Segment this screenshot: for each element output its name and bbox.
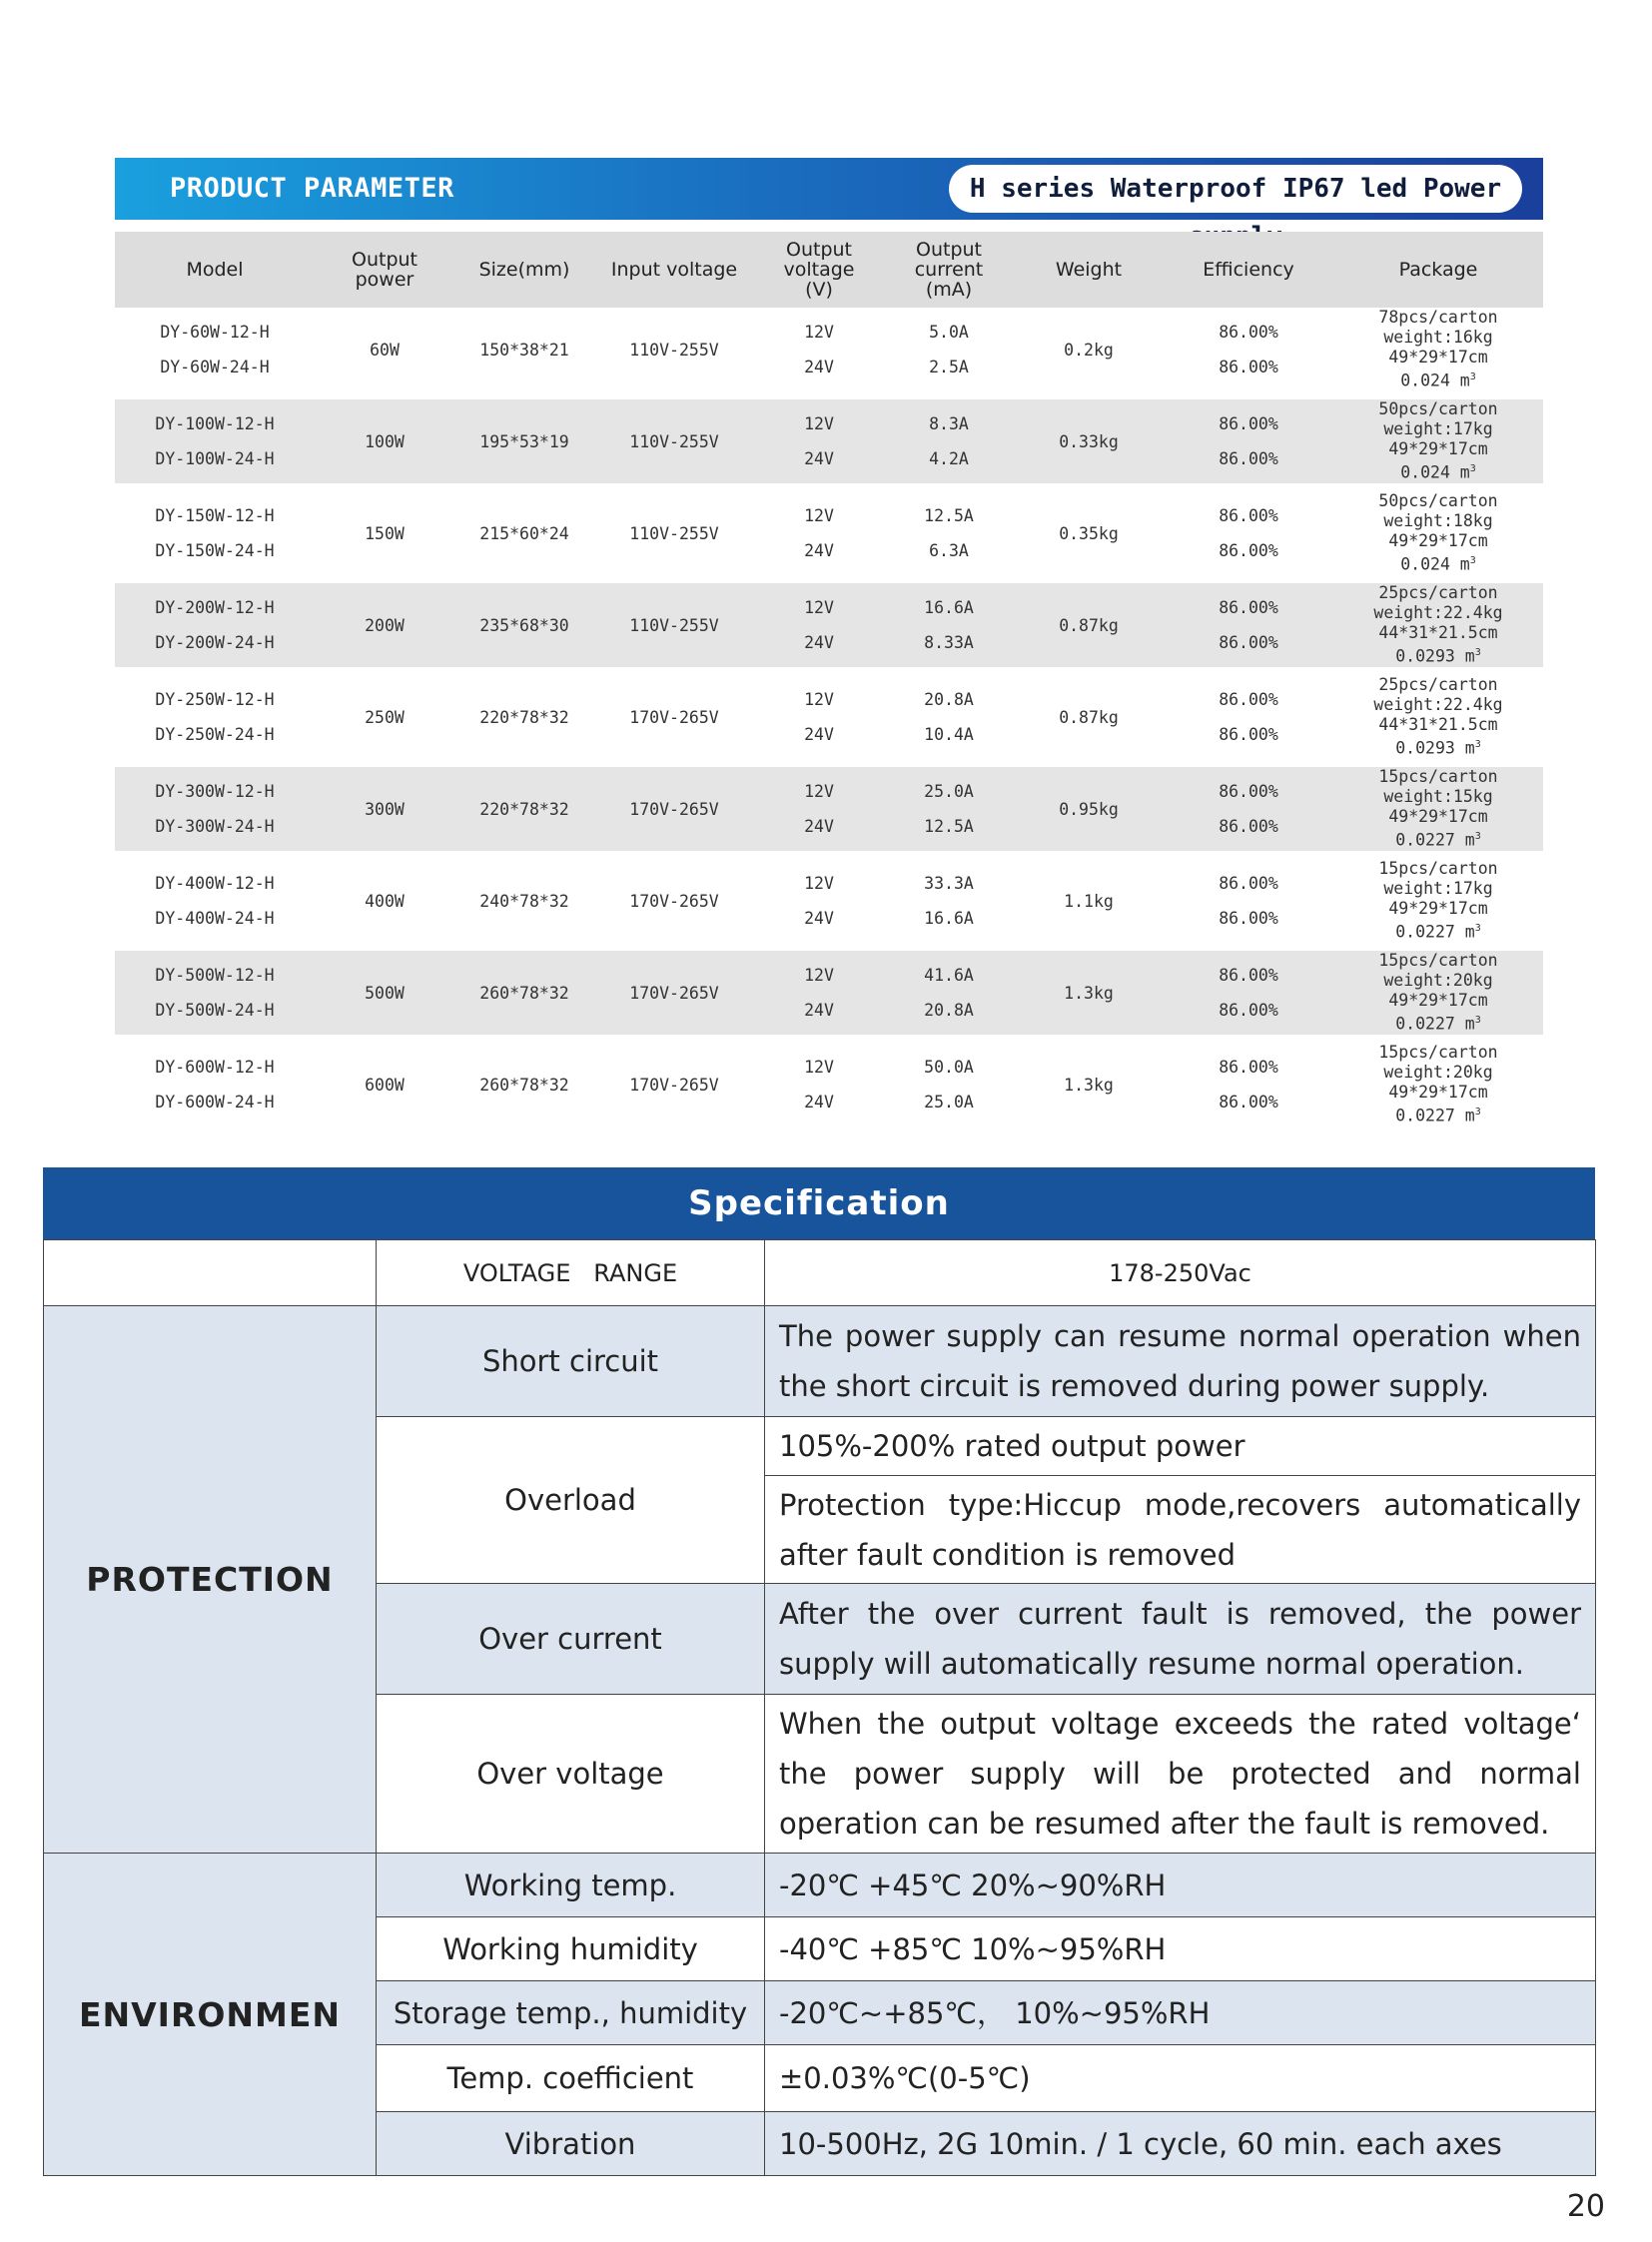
output-current: 8.3A (929, 414, 969, 433)
model-name: DY-150W-12-H (155, 506, 275, 525)
header-efficiency: Efficiency (1164, 232, 1333, 308)
size-mm: 240*78*32 (479, 891, 569, 911)
package-line: 0.0227 $m^3$ (1395, 1014, 1481, 1034)
output-current: 16.6A (924, 909, 974, 928)
input-voltage: 110V-255V (629, 340, 719, 360)
efficiency: 86.00% (1219, 541, 1278, 560)
model-name: DY-100W-12-H (155, 414, 275, 433)
product-row (115, 675, 1543, 759)
header-output-power: Output power (315, 232, 454, 308)
output-voltage: 24V (804, 449, 834, 468)
output-voltage: 12V (804, 598, 834, 617)
weight: 0.33kg (1014, 399, 1164, 483)
output-current: 2.5A (929, 358, 969, 376)
size-mm: 215*60*24 (479, 523, 569, 543)
efficiency: 86.00% (1219, 1093, 1278, 1112)
output-voltage: 12V (804, 874, 834, 893)
efficiency: 86.00% (1219, 1001, 1278, 1020)
input-voltage: 170V-265V (629, 707, 719, 727)
banner-title: PRODUCT PARAMETER (170, 173, 454, 204)
package-line: 44*31*21.5cm (1378, 715, 1498, 735)
efficiency: 86.00% (1219, 506, 1278, 525)
efficiency: 86.00% (1219, 449, 1278, 468)
product-parameter-banner (115, 158, 1543, 220)
efficiency-cell (1164, 675, 1333, 759)
model-name-cell (115, 308, 315, 391)
header-output-current: Output current (mA) (884, 232, 1014, 308)
package-cell (1333, 675, 1543, 759)
model-name-cell (115, 951, 315, 1035)
output-voltage: 24V (804, 1001, 834, 1020)
output-voltage: 24V (804, 1093, 834, 1112)
input-voltage: 110V-255V (594, 583, 754, 667)
output-voltage: 12V (804, 690, 834, 709)
cubic-superscript: 3 (1474, 1015, 1481, 1027)
cubic-superscript: 3 (1469, 555, 1476, 567)
input-voltage: 170V-265V (594, 767, 754, 851)
output-voltage-cell (754, 1043, 884, 1126)
package-cell (1333, 951, 1543, 1035)
efficiency-cell (1164, 491, 1333, 575)
package-line: 49*29*17cm (1388, 807, 1488, 827)
row-separator (115, 851, 1543, 859)
output-voltage-cell (754, 491, 884, 575)
output-current: 50.0A (924, 1058, 974, 1077)
short-circuit-label: Short circuit (377, 1306, 765, 1417)
package-line: 0.024 $m^3$ (1400, 371, 1476, 390)
output-current: 10.4A (924, 725, 974, 744)
output-current: 20.8A (924, 690, 974, 709)
product-table-body (115, 308, 1543, 1126)
output-current: 33.3A (924, 874, 974, 893)
model-name: DY-300W-24-H (155, 817, 275, 836)
output-power: 500W (315, 951, 454, 1035)
specification-table (43, 1239, 1596, 2176)
output-current-cell (884, 951, 1014, 1035)
package-line: 50pcs/carton (1378, 399, 1498, 419)
model-name: DY-60W-12-H (160, 323, 270, 342)
header-package: Package (1333, 232, 1543, 308)
header-model: Model (115, 232, 315, 308)
weight: 1.1kg (1064, 891, 1114, 911)
model-name: DY-500W-12-H (155, 966, 275, 985)
package-line: weight:15kg (1383, 787, 1493, 807)
output-power: 300W (315, 767, 454, 851)
output-power: 600W (365, 1075, 405, 1095)
input-voltage: 110V-255V (629, 523, 719, 543)
over-voltage-value: When the output voltage exceeds the rated voltage‘ the power supply will be protected and normal operation can be resumed after the fault is removed. (765, 1695, 1596, 1854)
output-voltage-cell (754, 399, 884, 483)
output-power: 250W (365, 707, 405, 727)
model-name: DY-600W-24-H (155, 1093, 275, 1112)
weight: 0.2kg (1064, 340, 1114, 360)
package-line: weight:18kg (1383, 511, 1493, 531)
package-line: 15pcs/carton (1378, 767, 1498, 787)
model-name: DY-200W-12-H (155, 598, 275, 617)
temp-coefficient-value: ±0.03%℃(0-5℃) (765, 2045, 1596, 2112)
package-line: 25pcs/carton (1378, 583, 1498, 603)
package-cell (1333, 859, 1543, 943)
model-name-cell (115, 1043, 315, 1126)
package-line: 0.0227 $m^3$ (1395, 830, 1481, 850)
package-line: 15pcs/carton (1378, 951, 1498, 971)
package-line: 0.0227 $m^3$ (1395, 922, 1481, 942)
efficiency: 86.00% (1219, 633, 1278, 652)
output-current: 8.33A (924, 633, 974, 652)
header-input-voltage: Input voltage (594, 232, 754, 308)
output-current-cell (884, 583, 1014, 667)
voltage-range-empty-cell (44, 1240, 377, 1306)
input-voltage: 170V-265V (629, 1075, 719, 1095)
output-current: 20.8A (924, 1001, 974, 1020)
model-name-cell (115, 675, 315, 759)
output-voltage-cell (754, 859, 884, 943)
output-current: 12.5A (924, 506, 974, 525)
product-row (115, 767, 1543, 851)
efficiency: 86.00% (1219, 782, 1278, 801)
size-mm: 220*78*32 (479, 707, 569, 727)
output-current: 16.6A (924, 598, 974, 617)
efficiency: 86.00% (1219, 1058, 1278, 1077)
product-row (115, 308, 1543, 391)
output-current-cell (884, 399, 1014, 483)
output-voltage: 24V (804, 541, 834, 560)
working-temp-label: Working temp. (377, 1854, 765, 1917)
voltage-range-row (44, 1240, 1596, 1306)
protection-label: PROTECTION (44, 1306, 377, 1854)
package-line: 49*29*17cm (1388, 439, 1488, 459)
output-current: 25.0A (924, 1093, 974, 1112)
model-name: DY-200W-24-H (155, 633, 275, 652)
package-line: 0.0227 $m^3$ (1395, 1106, 1481, 1125)
output-voltage: 24V (804, 633, 834, 652)
package-line: weight:17kg (1383, 879, 1493, 899)
overload-value-2: Protection type:Hiccup mode,recovers automatically after fault condition is removed (765, 1476, 1596, 1584)
output-voltage-cell (754, 583, 884, 667)
input-voltage: 170V-265V (629, 891, 719, 911)
efficiency: 86.00% (1219, 874, 1278, 893)
efficiency-cell (1164, 767, 1333, 851)
product-row (115, 491, 1543, 575)
size-mm: 235*68*30 (454, 583, 594, 667)
product-table-header (115, 232, 1543, 308)
working-humidity-value: -40℃ +85℃ 10%~95%RH (765, 1917, 1596, 1981)
cubic-superscript: 3 (1474, 739, 1481, 751)
output-power: 400W (365, 891, 405, 911)
package-line: 49*29*17cm (1388, 899, 1488, 919)
storage-temp-label: Storage temp., humidity (377, 1981, 765, 2045)
model-name: DY-400W-12-H (155, 874, 275, 893)
output-voltage-cell (754, 767, 884, 851)
header-output-voltage: Output voltage (V) (754, 232, 884, 308)
package-line: 49*29*17cm (1388, 1083, 1488, 1103)
efficiency: 86.00% (1219, 690, 1278, 709)
model-name-cell (115, 583, 315, 667)
over-current-value: After the over current fault is removed, the power supply will automatically resume normal operation. (765, 1584, 1596, 1695)
output-voltage: 12V (804, 1058, 834, 1077)
model-name: DY-150W-24-H (155, 541, 275, 560)
output-current: 41.6A (924, 966, 974, 985)
size-mm: 260*78*32 (454, 951, 594, 1035)
cubic-superscript: 3 (1469, 463, 1476, 475)
output-voltage-cell (754, 675, 884, 759)
output-voltage: 24V (804, 358, 834, 376)
working-humidity-label: Working humidity (377, 1917, 765, 1981)
weight: 1.3kg (1064, 1075, 1114, 1095)
package-line: 78pcs/carton (1378, 308, 1498, 328)
header-weight: Weight (1014, 232, 1164, 308)
output-current-cell (884, 1043, 1014, 1126)
over-voltage-label: Over voltage (377, 1695, 765, 1854)
efficiency: 86.00% (1219, 725, 1278, 744)
output-current: 5.0A (929, 323, 969, 342)
output-voltage-cell (754, 308, 884, 391)
output-voltage: 12V (804, 414, 834, 433)
package-cell (1333, 1043, 1543, 1126)
package-cell (1333, 583, 1543, 667)
product-row (115, 583, 1543, 667)
product-row (115, 859, 1543, 943)
row-separator (115, 1035, 1543, 1043)
output-voltage: 24V (804, 817, 834, 836)
efficiency-cell (1164, 1043, 1333, 1126)
output-current: 25.0A (924, 782, 974, 801)
output-voltage: 24V (804, 725, 834, 744)
package-line: weight:22.4kg (1373, 695, 1503, 715)
output-power: 150W (365, 523, 405, 543)
size-mm: 220*78*32 (454, 767, 594, 851)
package-line: 49*29*17cm (1388, 991, 1488, 1011)
model-name-cell (115, 399, 315, 483)
voltage-range-value: 178-250Vac (765, 1240, 1596, 1306)
vibration-value: 10-500Hz, 2G 10min. / 1 cycle, 60 min. each axes (765, 2112, 1596, 2176)
weight: 0.87kg (1014, 583, 1164, 667)
model-name: DY-300W-12-H (155, 782, 275, 801)
vibration-label: Vibration (377, 2112, 765, 2176)
model-name: DY-500W-24-H (155, 1001, 275, 1020)
package-cell (1333, 491, 1543, 575)
product-row (115, 399, 1543, 483)
row-separator (115, 575, 1543, 583)
row-separator (115, 667, 1543, 675)
size-mm: 150*38*21 (479, 340, 569, 360)
efficiency: 86.00% (1219, 358, 1278, 376)
output-voltage: 12V (804, 782, 834, 801)
model-name: DY-250W-12-H (155, 690, 275, 709)
package-line: weight:20kg (1383, 971, 1493, 991)
short-circuit-value: The power supply can resume normal operation when the short circuit is removed during power supply. (765, 1306, 1596, 1417)
package-line: 15pcs/carton (1378, 1043, 1498, 1063)
weight: 1.3kg (1014, 951, 1164, 1035)
efficiency: 86.00% (1219, 909, 1278, 928)
package-cell (1333, 308, 1543, 391)
output-power: 200W (315, 583, 454, 667)
cubic-superscript: 3 (1474, 1107, 1481, 1119)
efficiency: 86.00% (1219, 966, 1278, 985)
efficiency-cell (1164, 399, 1333, 483)
product-parameter-table (115, 232, 1543, 1126)
package-line: 49*29*17cm (1388, 531, 1488, 551)
header-size: Size(mm) (454, 232, 594, 308)
row-separator (115, 759, 1543, 767)
input-voltage: 110V-255V (594, 399, 754, 483)
model-name-cell (115, 859, 315, 943)
overload-label: Overload (377, 1417, 765, 1584)
voltage-range-label: VOLTAGE RANGE (377, 1240, 765, 1306)
package-line: 49*29*17cm (1388, 348, 1488, 368)
row-separator (115, 483, 1543, 491)
cubic-superscript: 3 (1474, 923, 1481, 935)
row-separator (115, 391, 1543, 399)
overload-value-1: 105%-200% rated output power (765, 1417, 1596, 1476)
environment-label: ENVIRONMEN (44, 1854, 377, 2176)
banner-series-title: H series Waterproof IP67 led Power (949, 165, 1522, 213)
row-separator (115, 943, 1543, 951)
input-voltage: 170V-265V (594, 951, 754, 1035)
model-name-cell (115, 491, 315, 575)
package-line: weight:22.4kg (1373, 603, 1503, 623)
output-power: 100W (315, 399, 454, 483)
short-circuit-row (44, 1306, 1596, 1417)
over-current-label: Over current (377, 1584, 765, 1695)
model-name: DY-100W-24-H (155, 449, 275, 468)
model-name: DY-250W-24-H (155, 725, 275, 744)
size-mm: 195*53*19 (454, 399, 594, 483)
cubic-superscript: 3 (1469, 372, 1476, 383)
model-name-cell (115, 767, 315, 851)
efficiency-cell (1164, 859, 1333, 943)
page-number: 20 (1566, 2189, 1605, 2224)
package-line: 0.024 $m^3$ (1400, 462, 1476, 482)
model-name: DY-600W-12-H (155, 1058, 275, 1077)
package-line: 0.0293 $m^3$ (1395, 646, 1481, 666)
model-name: DY-400W-24-H (155, 909, 275, 928)
output-voltage: 12V (804, 966, 834, 985)
temp-coefficient-label: Temp. coefficient (377, 2045, 765, 2112)
cubic-superscript: 3 (1474, 647, 1481, 659)
efficiency: 86.00% (1219, 598, 1278, 617)
package-cell (1333, 767, 1543, 851)
package-line: 25pcs/carton (1378, 675, 1498, 695)
output-voltage: 12V (804, 506, 834, 525)
efficiency-cell (1164, 951, 1333, 1035)
output-current: 6.3A (929, 541, 969, 560)
output-power: 60W (370, 340, 400, 360)
efficiency: 86.00% (1219, 414, 1278, 433)
output-current: 12.5A (924, 817, 974, 836)
weight: 0.87kg (1059, 707, 1119, 727)
output-voltage: 24V (804, 909, 834, 928)
product-row (115, 951, 1543, 1035)
output-current: 4.2A (929, 449, 969, 468)
package-line: weight:17kg (1383, 419, 1493, 439)
package-line: 0.0293 $m^3$ (1395, 738, 1481, 758)
output-current-cell (884, 491, 1014, 575)
package-line: 50pcs/carton (1378, 491, 1498, 511)
efficiency: 86.00% (1219, 323, 1278, 342)
package-cell (1333, 399, 1543, 483)
package-line: 15pcs/carton (1378, 859, 1498, 879)
efficiency-cell (1164, 583, 1333, 667)
size-mm: 260*78*32 (479, 1075, 569, 1095)
package-line: weight:16kg (1383, 328, 1493, 348)
specification-title: Specification (43, 1167, 1595, 1239)
output-current-cell (884, 859, 1014, 943)
weight: 0.35kg (1059, 523, 1119, 543)
efficiency-cell (1164, 308, 1333, 391)
storage-temp-value: -20℃~+85℃， 10%~95%RH (765, 1981, 1596, 2045)
package-line: weight:20kg (1383, 1063, 1493, 1083)
output-current-cell (884, 767, 1014, 851)
output-voltage: 12V (804, 323, 834, 342)
output-current-cell (884, 308, 1014, 391)
package-line: 0.024 $m^3$ (1400, 554, 1476, 574)
output-voltage-cell (754, 951, 884, 1035)
model-name: DY-60W-24-H (160, 358, 270, 376)
weight: 0.95kg (1014, 767, 1164, 851)
environment-row-0 (44, 1854, 1596, 1917)
output-current-cell (884, 675, 1014, 759)
working-temp-value: -20℃ +45℃ 20%~90%RH (765, 1854, 1596, 1917)
package-line: 44*31*21.5cm (1378, 623, 1498, 643)
product-row (115, 1043, 1543, 1126)
efficiency: 86.00% (1219, 817, 1278, 836)
cubic-superscript: 3 (1474, 831, 1481, 843)
